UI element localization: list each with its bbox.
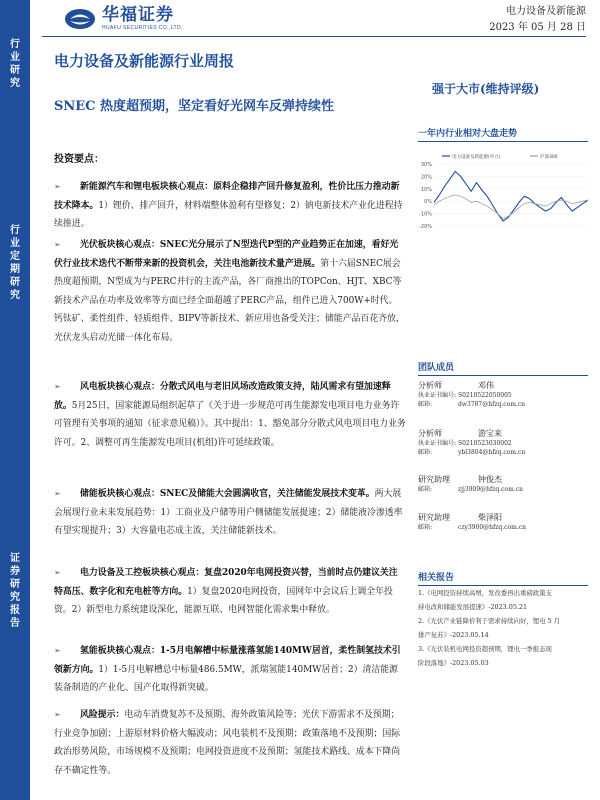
rating: 强于大市(维持评级) <box>432 82 540 96</box>
chart-title: 一年内行业相对大盘走势 <box>418 126 588 142</box>
y-tick-label: -10% <box>419 211 432 218</box>
arrow-icon: ➢ <box>54 182 61 191</box>
point-pv <box>54 236 406 348</box>
point-text: 电动车消费复苏不及预期、海外政策风险等；光伏下游需求不及预期；行业竞争加剧；上游原材料价格大幅波动；风电装机不及预期；政策落地不及预期；国际政治形势风险，市场规模不及预期；电网投资进度不及预期；氢能技术路线、成本下降尚存不确定性等。 <box>54 710 401 776</box>
analyst-id: S0210523030002 <box>458 440 512 447</box>
arrow-icon: ➢ <box>54 568 61 577</box>
analyst-email-label: 邮箱: <box>418 401 433 408</box>
arrow-icon: ➢ <box>54 710 61 719</box>
y-tick-label: -20% <box>419 224 432 230</box>
header-divider <box>42 36 586 37</box>
point-lead: 风险提示： <box>80 710 125 720</box>
y-tick-label: 0% <box>424 199 432 206</box>
analyst-id-label: 执业证书编号: <box>418 392 457 399</box>
assistant-card <box>418 512 588 532</box>
arrow-icon: ➢ <box>54 646 61 655</box>
point-wind <box>54 378 406 452</box>
analyst-name: 游宝来 <box>478 429 502 438</box>
point-text: 1）1-5月电解槽总中标量486.5MW，派瑞氢能140MW居首；2）清洁能源装备制造的产业化、国产化取得新突破。 <box>54 664 398 694</box>
legend-label: 电力设备及新能源(申万) <box>452 155 501 160</box>
company-name-en: HUAFU SECURITIES CO.,LTD. <box>102 25 183 31</box>
point-lead: 光伏板块核心观点：SNEC光分展示了N型迭代P型的产业趋势正在加速，看好光伏行业技术迭代不断带来新的投资机会，关注电池新技术量产进展。 <box>54 240 399 269</box>
related-report-line[interactable]: 排产复苏》-2023.05.14 <box>418 631 489 639</box>
analyst-card <box>418 428 588 457</box>
arrow-icon: ➢ <box>54 489 61 498</box>
analyst-email[interactable]: ybl3804@hfzq.com.cn <box>458 449 526 456</box>
assistant-role: 研究助理 <box>418 513 450 522</box>
assistant-email-label: 邮箱: <box>418 524 433 531</box>
side-label-industry: 行 业 研 究 <box>10 39 20 89</box>
point-ev-battery <box>54 178 406 234</box>
analyst-email[interactable]: dw3787@hfzq.com.cn <box>458 401 526 408</box>
point-text: 1）复盘2020电网投资，国网年中会议后上调全年投资。2）新型电力系统建设深化，能源互联、电网智能化需求集中释放。 <box>54 586 393 616</box>
related-report-line[interactable]: 阶段落地》-2023.05.03 <box>418 659 489 667</box>
analyst-id-label: 执业证书编号: <box>418 440 457 447</box>
assistant-card <box>418 474 588 494</box>
related-report-line[interactable]: 持电改和储能发展提速》-2023.05.21 <box>418 603 528 611</box>
assistant-email-label: 邮箱: <box>418 486 433 493</box>
point-risk <box>54 706 406 780</box>
series-line-2 <box>434 195 588 219</box>
point-text: 1）锂价、排产回升，材料端整体盈利有望修复；2）钠电新技术产业化进程持续推进。 <box>54 200 403 230</box>
point-lead: 风电板块核心观点：分散式风电与老旧风场改造政策支持，陆风需求有望加速释放。 <box>54 382 391 411</box>
analyst-id: S0210522050005 <box>458 392 512 399</box>
company-logo <box>64 6 183 31</box>
analyst-role: 分析师 <box>418 381 442 390</box>
related-report-line[interactable]: 2.《光伏产业链降价利于需求持续向好，锂电 5 月 <box>418 617 561 625</box>
point-lead: 电力设备及工控板块核心观点：复盘2020年电网投资兴替，当前时点仍建议关注特高压、数字化和充电桩等方向。 <box>54 568 398 597</box>
logo-mark-icon <box>64 8 96 30</box>
y-tick-label: 10% <box>420 186 432 193</box>
assistant-name: 柴泽阳 <box>478 513 502 522</box>
analyst-role: 分析师 <box>418 429 442 438</box>
analyst-name: 邓伟 <box>478 381 494 390</box>
point-hydrogen <box>54 642 406 698</box>
related-reports <box>418 586 588 670</box>
point-storage <box>54 485 406 541</box>
assistant-email[interactable]: czy3900@hfzq.com.cn <box>458 524 526 531</box>
company-name: 华福证券 <box>102 5 174 25</box>
doc-category: 电力设备及新能源 <box>506 6 586 17</box>
assistant-name: 钟俊杰 <box>478 475 502 484</box>
side-label-periodic: 行 业 定 期 研 究 <box>10 225 20 301</box>
report-subtitle: SNEC 热度超预期，坚定看好光网车反弹持续性 <box>54 99 335 114</box>
assistant-role: 研究助理 <box>418 475 450 484</box>
arrow-icon: ➢ <box>54 382 61 391</box>
doc-date: 2023 年 05 月 28 日 <box>489 22 586 33</box>
report-title: 电力设备及新能源行业周报 <box>54 52 235 70</box>
related-heading: 相关报告 <box>418 570 588 586</box>
analyst-card <box>418 380 588 409</box>
point-text: 5月25日，国家能源局组织起草了《关于进一步规范可再生能源发电项目电力业务许可管理有关事项的通知（征求意见稿）》。其中提出：1、豁免部分分散式风电项目电力业务许可。2、调整可再生能源发电项目(机组)许可延续政策。 <box>54 400 406 448</box>
related-report-line[interactable]: 1.《电网投资持续高增，发改委再出重磅政策支 <box>418 589 552 597</box>
point-lead: 氢能板块核心观点：1-5月电解槽中标量涨落氢能140MW居首，柔性制氢技术引领新方向。 <box>54 646 401 675</box>
y-tick-label: 30% <box>420 162 432 168</box>
arrow-icon: ➢ <box>54 240 61 249</box>
key-points-label: 投资要点： <box>54 154 104 165</box>
point-grid <box>54 564 406 620</box>
analyst-email-label: 邮箱: <box>418 449 433 456</box>
point-text: 两大展会展现行业未来发展趋势：1）工商业及户储等用户侧储能发展提速；2）储能液冷渗透率有望实现提升；3）大容量电芯成主流，关注储能新技术。 <box>54 489 403 537</box>
y-tick-label: 20% <box>420 174 432 181</box>
assistant-email[interactable]: zjj3909@hfzq.com.cn <box>458 486 523 493</box>
legend-label: 沪深300 <box>540 155 558 160</box>
team-heading: 团队成员 <box>418 360 588 376</box>
point-text: 第十六届SNEC展会热度超预期，N型成为与PERC并行的主流产品，各厂商推出的TOPCon、HJT、XBC等新技术产品在功率及效率等方面已经全面超越了PERC产品，组件已进入700W+时代。钙钛矿、柔性组件、轻质组件、BIPV等新技术、新应用也备受关注；储能产品百花齐放，光伏龙头启动光储一体化布局。 <box>54 258 405 343</box>
side-label-securities: 证 券 研 究 报 告 <box>10 553 20 629</box>
side-band <box>0 0 30 800</box>
header-meta <box>489 4 586 36</box>
related-report-line[interactable]: 3.《光伏装机电网投资超预期，锂电一季报态现 <box>418 645 552 653</box>
relative-performance-chart <box>412 150 592 230</box>
point-lead: 储能板块核心观点：SNEC及储能大会圆满收官，关注储能发展技术变革。 <box>80 489 375 499</box>
point-lead: 新能源汽车和锂电板块核心观点：原料企稳排产回升修复盈利，性价比压力推动新技术降本。 <box>54 182 400 211</box>
